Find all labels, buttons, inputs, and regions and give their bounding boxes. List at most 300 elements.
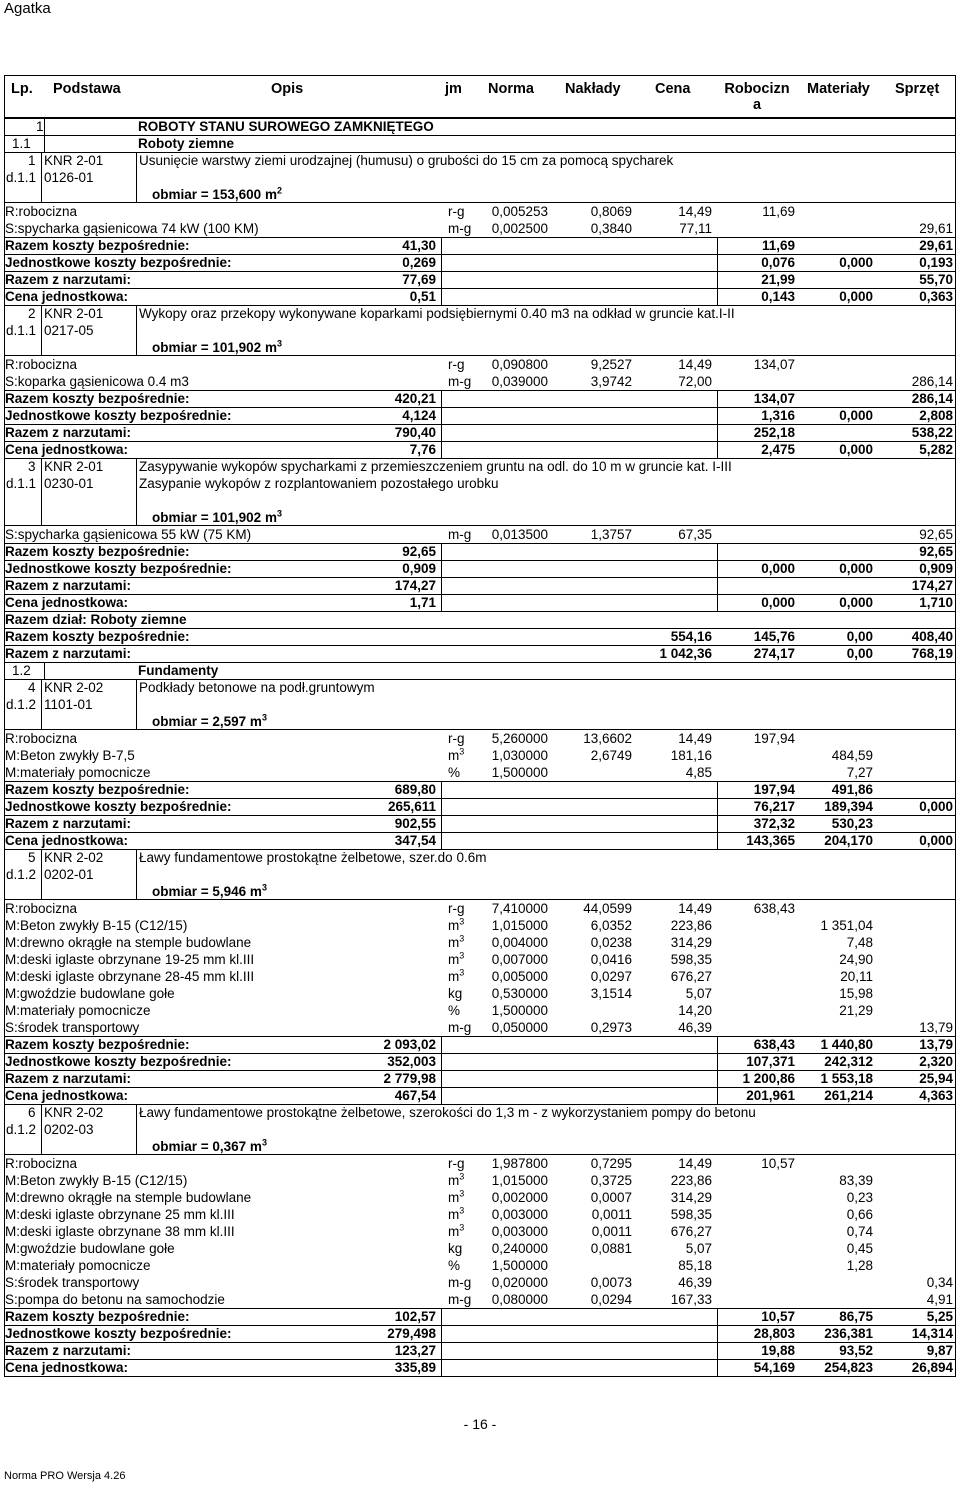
column-divider: [41, 849, 42, 900]
sum-labour: 76,217: [753, 799, 795, 814]
row-divider: [4, 424, 956, 425]
col-podstawa: Podstawa: [53, 81, 121, 97]
col-naklady: Nakłady: [565, 81, 621, 97]
resource-unit: kg: [448, 1241, 463, 1256]
row-box: [4, 1155, 956, 1309]
page-number: - 16 -: [463, 1416, 497, 1432]
sum-labour: 201,961: [746, 1088, 795, 1103]
sum-materials: 254,823: [824, 1360, 873, 1375]
resource-unit: m-g: [448, 527, 472, 542]
pos5-obmiar: obmiar = 5,946 $m^3$: [152, 882, 267, 899]
col-lp: Lp.: [11, 81, 33, 97]
pos2-basis-code: 0217-05: [44, 323, 94, 338]
sum-value: 102,57: [394, 1309, 436, 1324]
sum-labour: 11,69: [761, 238, 795, 253]
resource-materials: 15,98: [839, 986, 873, 1001]
resource-unit: $m^3$: [448, 1222, 465, 1239]
sum-equipment: 1,710: [919, 595, 953, 610]
sum-labour: 21,99: [761, 272, 795, 287]
section-title: Roboty ziemne: [138, 136, 235, 151]
sum-label: Razem z narzutami:: [5, 425, 132, 440]
sum-labour: 638,43: [753, 1037, 795, 1052]
superscript: 3: [459, 1188, 465, 1199]
resource-unit: kg: [448, 986, 463, 1001]
sum-label: Cena jednostkowa:: [5, 833, 129, 848]
resource-materials: 484,59: [831, 748, 873, 763]
row-divider: [4, 441, 956, 442]
sum-value: 1,71: [409, 595, 436, 610]
resource-norma: 0,050000: [491, 1020, 548, 1035]
sum-value: 2 093,02: [383, 1037, 436, 1052]
resource-unit: m-g: [448, 1292, 472, 1307]
sum-labour: 28,803: [753, 1326, 795, 1341]
sum-labour: 2,475: [761, 442, 795, 457]
pos6-description: Ławy fundamentowe prostokątne żelbetowe, szerokości do 1,3 m - z wykorzystaniem pompy do betonu: [139, 1105, 756, 1120]
resource-naklady: 44,0599: [583, 901, 632, 916]
row-box: [4, 730, 956, 782]
column-divider: [41, 679, 42, 730]
resource-unit: $m^3$: [448, 1188, 465, 1205]
resource-naklady: 0,7295: [590, 1156, 632, 1171]
column-divider: [136, 458, 137, 526]
sum-label: Razem koszty bezpośrednie:: [5, 544, 190, 559]
pos4-basis-code: 1101-01: [44, 697, 93, 712]
row-box: [4, 356, 956, 391]
sum-materials: 1 553,18: [820, 1071, 873, 1086]
resource-unit: $m^3$: [448, 1171, 465, 1188]
sum-value: 174,27: [394, 578, 436, 593]
resource-norma: 0,013500: [491, 527, 548, 542]
resource-equipment: 286,14: [911, 374, 953, 389]
sum-value: 347,54: [394, 833, 436, 848]
pos4-obmiar: obmiar = 2,597 $m^3$: [152, 712, 267, 729]
pos4-chapter: d.1.2: [6, 697, 37, 712]
resource-materials: 21,29: [839, 1003, 873, 1018]
row-divider: [4, 254, 956, 255]
col-robocizna: Robocizna: [724, 81, 790, 113]
resource-equipment: 13,79: [919, 1020, 953, 1035]
resource-norma: 0,004000: [491, 935, 548, 950]
sum-equipment: 0,000: [919, 833, 953, 848]
dzial-labour: 145,76: [753, 629, 795, 644]
resource-materials: 0,23: [846, 1190, 873, 1205]
resource-norma: 0,080000: [491, 1292, 548, 1307]
resource-name: M:materiały pomocnicze: [5, 1258, 151, 1273]
sum-labour: 197,94: [753, 782, 795, 797]
pos5-description: Ławy fundamentowe prostokątne żelbetowe, szer.do 0.6m: [139, 850, 487, 865]
pos6-basis: KNR 2-02: [44, 1105, 104, 1120]
sum-materials: 204,170: [824, 833, 873, 848]
row-divider: [4, 594, 956, 595]
sum-label: Jednostkowe koszty bezpośrednie:: [5, 255, 232, 270]
superscript: 3: [459, 1171, 465, 1182]
resource-norma: 0,020000: [491, 1275, 548, 1290]
sum-labour: 1 200,86: [742, 1071, 795, 1086]
resource-price: 14,20: [678, 1003, 712, 1018]
section-title: Fundamenty: [138, 663, 219, 678]
resource-name: M:Beton zwykły B-15 (C12/15): [5, 918, 188, 933]
resource-price: 46,39: [678, 1275, 712, 1290]
sum-materials: 0,000: [839, 289, 873, 304]
superscript: 2: [276, 185, 282, 196]
superscript: 3: [459, 1222, 465, 1233]
sum-equipment: 55,70: [919, 272, 953, 287]
resource-unit: %: [448, 1003, 461, 1018]
sum-equipment: 13,79: [919, 1037, 953, 1052]
resource-price: 72,00: [678, 374, 712, 389]
row-divider: [4, 815, 956, 816]
resource-equipment: 92,65: [919, 527, 953, 542]
sum-value: 92,65: [402, 544, 436, 559]
resource-materials: 0,74: [846, 1224, 873, 1239]
pos3-basis: KNR 2-01: [44, 459, 104, 474]
sum-labour: 0,000: [761, 561, 795, 576]
dzial-equipment: 768,19: [911, 646, 953, 661]
resource-name: M:deski iglaste obrzynane 28-45 mm kl.III: [5, 969, 255, 984]
sum-label: Cena jednostkowa:: [5, 289, 129, 304]
col-norma: Norma: [488, 81, 534, 97]
document-title: Agatka: [4, 0, 51, 17]
row-divider: [4, 577, 956, 578]
sum-materials: 93,52: [839, 1343, 873, 1358]
sum-label: Razem z narzutami:: [5, 816, 132, 831]
sum-label: Razem koszty bezpośrednie:: [5, 782, 190, 797]
row-box: [4, 526, 956, 544]
resource-name: M:gwoździe budowlane gołe: [5, 1241, 175, 1256]
sum-labour: 0,076: [761, 255, 795, 270]
sum-equipment: 92,65: [919, 544, 953, 559]
row-divider: [4, 1070, 956, 1071]
resource-price: 223,86: [670, 918, 712, 933]
resource-naklady: 0,0238: [590, 935, 632, 950]
resource-norma: 1,015000: [491, 918, 548, 933]
pos4-basis: KNR 2-02: [44, 680, 104, 695]
resource-naklady: 0,0294: [590, 1292, 632, 1307]
row-divider: [4, 407, 956, 408]
resource-naklady: 0,0007: [590, 1190, 632, 1205]
resource-naklady: 0,0011: [591, 1224, 632, 1239]
sum-value: 279,498: [387, 1326, 436, 1341]
superscript: 3: [459, 933, 465, 944]
column-divider: [41, 305, 42, 356]
superscript: 3: [459, 746, 465, 757]
pos3-description: Zasypywanie wykopów spycharkami z przemieszczeniem gruntu na odl. do 10 m w gruncie kat. I-III: [139, 459, 732, 474]
resource-labour: 134,07: [753, 357, 795, 372]
dzial-labour: 274,17: [753, 646, 795, 661]
resource-unit: m-g: [448, 374, 472, 389]
dzial-materials: 0,00: [846, 646, 873, 661]
sum-equipment: 286,14: [911, 391, 953, 406]
resource-price: 167,33: [670, 1292, 712, 1307]
pos2-obmiar: obmiar = 101,902 $m^3$: [152, 338, 282, 355]
dzial-materials: 0,00: [846, 629, 873, 644]
pos3-chapter: d.1.1: [6, 476, 37, 491]
resource-price: 598,35: [670, 1207, 712, 1222]
table-header: [4, 75, 956, 118]
dzial-total: 554,16: [670, 629, 712, 644]
pos1-description: Usunięcie warstwy ziemi urodzajnej (humusu) o grubości do 15 cm za pomocą spycharek: [139, 153, 674, 168]
col-opis: Opis: [271, 81, 304, 97]
sum-label: Razem z narzutami:: [5, 272, 132, 287]
superscript: 3: [261, 1137, 267, 1148]
resource-unit: $m^3$: [448, 950, 465, 967]
row-divider: [4, 798, 956, 799]
resource-norma: 0,007000: [491, 952, 548, 967]
resource-naklady: 0,0073: [590, 1275, 632, 1290]
superscript: 3: [276, 338, 282, 349]
sum-equipment: 4,363: [919, 1088, 953, 1103]
column-divider: [44, 135, 45, 153]
resource-naklady: 0,0416: [590, 952, 632, 967]
superscript: 3: [261, 882, 267, 893]
pos3-lp: 3: [28, 459, 36, 474]
resource-norma: 0,002000: [491, 1190, 548, 1205]
resource-unit: r-g: [448, 357, 465, 372]
resource-norma: 0,240000: [491, 1241, 548, 1256]
sum-materials: 0,000: [839, 561, 873, 576]
sum-label: Razem koszty bezpośrednie:: [5, 1037, 190, 1052]
resource-price: 598,35: [670, 952, 712, 967]
resource-labour: 638,43: [753, 901, 795, 916]
resource-price: 676,27: [670, 969, 712, 984]
sum-labour: 19,88: [761, 1343, 795, 1358]
sum-value: 467,54: [394, 1088, 436, 1103]
row-box: [4, 203, 956, 238]
column-divider: [41, 1104, 42, 1155]
sum-label: Jednostkowe koszty bezpośrednie:: [5, 408, 232, 423]
resource-name: R:robocizna: [5, 357, 78, 372]
sum-labour: 252,18: [753, 425, 795, 440]
resource-name: M:gwoździe budowlane gołe: [5, 986, 175, 1001]
resource-materials: 7,27: [846, 765, 873, 780]
resource-name: M:materiały pomocnicze: [5, 765, 151, 780]
superscript: 3: [459, 950, 465, 961]
resource-norma: 1,987800: [491, 1156, 548, 1171]
resource-norma: 0,003000: [491, 1224, 548, 1239]
resource-equipment: 4,91: [926, 1292, 953, 1307]
resource-norma: 0,005253: [491, 204, 548, 219]
sum-materials: 236,381: [824, 1326, 873, 1341]
resource-name: M:drewno okrągłe na stemple budowlane: [5, 1190, 252, 1205]
sum-equipment: 0,909: [919, 561, 953, 576]
resource-price: 14,49: [678, 204, 712, 219]
sum-label: Cena jednostkowa:: [5, 1360, 129, 1375]
resource-name: R:robocizna: [5, 1156, 78, 1171]
pos1-basis: KNR 2-01: [44, 153, 104, 168]
resource-name: S:spycharka gąsienicowa 74 kW (100 KM): [5, 221, 259, 236]
pos5-lp: 5: [28, 850, 36, 865]
sum-label: Jednostkowe koszty bezpośrednie:: [5, 561, 232, 576]
resource-price: 67,35: [678, 527, 712, 542]
row-box: [4, 900, 956, 1037]
pos3-basis-code: 0230-01: [44, 476, 94, 491]
column-divider: [136, 152, 137, 203]
resource-norma: 5,260000: [491, 731, 548, 746]
sum-value: 123,27: [394, 1343, 436, 1358]
resource-name: S:spycharka gąsienicowa 55 kW (75 KM): [5, 527, 252, 542]
resource-naklady: 0,3725: [590, 1173, 632, 1188]
sum-equipment: 0,193: [919, 255, 953, 270]
superscript: 3: [459, 967, 465, 978]
resource-price: 223,86: [670, 1173, 712, 1188]
resource-materials: 0,66: [846, 1207, 873, 1222]
pos3-description-2: Zasypanie wykopów z rozplantowaniem pozostałego urobku: [139, 476, 499, 491]
resource-unit: $m^3$: [448, 1205, 465, 1222]
pos2-chapter: d.1.1: [6, 323, 37, 338]
sum-materials: 1 440,80: [820, 1037, 873, 1052]
sum-value: 902,55: [394, 816, 436, 831]
sum-value: 0,269: [402, 255, 436, 270]
resource-norma: 1,030000: [491, 748, 548, 763]
resource-norma: 0,002500: [491, 221, 548, 236]
resource-unit: r-g: [448, 731, 465, 746]
superscript: 3: [459, 916, 465, 927]
row-divider: [4, 1325, 956, 1326]
section-number: 1.1: [12, 136, 31, 151]
resource-price: 5,07: [685, 986, 712, 1001]
pos4-description: Podkłady betonowe na podł.gruntowym: [139, 680, 375, 695]
resource-price: 5,07: [685, 1241, 712, 1256]
resource-materials: 20,11: [840, 969, 873, 984]
sum-equipment: 29,61: [919, 238, 953, 253]
resource-price: 14,49: [678, 901, 712, 916]
sum-label: Razem z narzutami:: [5, 1071, 132, 1086]
pos2-basis: KNR 2-01: [44, 306, 104, 321]
resource-norma: 1,500000: [491, 1258, 548, 1273]
sum-equipment: 2,808: [919, 408, 953, 423]
sum-materials: 530,23: [831, 816, 873, 831]
resource-labour: 11,69: [762, 204, 795, 219]
superscript: 3: [276, 508, 282, 519]
pos3-obmiar: obmiar = 101,902 $m^3$: [152, 508, 282, 525]
resource-name: S:koparka gąsienicowa 0.4 m3: [5, 374, 189, 389]
resource-labour: 10,57: [761, 1156, 795, 1171]
sum-equipment: 9,87: [926, 1343, 953, 1358]
resource-materials: 83,39: [839, 1173, 873, 1188]
resource-name: R:robocizna: [5, 731, 78, 746]
sum-labour: 54,169: [753, 1360, 795, 1375]
pos6-lp: 6: [28, 1105, 36, 1120]
sum-equipment: 25,94: [919, 1071, 953, 1086]
resource-price: 181,16: [670, 748, 712, 763]
resource-norma: 0,039000: [491, 374, 548, 389]
dzial-label: Razem z narzutami:: [5, 646, 132, 661]
resource-naklady: 9,2527: [590, 357, 632, 372]
resource-unit: r-g: [448, 901, 465, 916]
column-divider: [41, 458, 42, 526]
resource-price: 4,85: [685, 765, 712, 780]
sum-label: Razem koszty bezpośrednie:: [5, 1309, 190, 1324]
section-title: ROBOTY STANU SUROWEGO ZAMKNIĘTEGO: [138, 119, 434, 134]
column-divider: [136, 305, 137, 356]
column-divider: [41, 152, 42, 203]
pos6-chapter: d.1.2: [6, 1122, 37, 1137]
resource-labour: 197,94: [753, 731, 795, 746]
sum-equipment: 0,000: [919, 799, 953, 814]
superscript: 3: [459, 1205, 465, 1216]
pos5-basis: KNR 2-02: [44, 850, 104, 865]
column-divider: [136, 1104, 137, 1155]
pos5-basis-code: 0202-01: [44, 867, 94, 882]
sum-value: 2 779,98: [383, 1071, 436, 1086]
resource-name: M:deski iglaste obrzynane 25 mm kl.III: [5, 1207, 235, 1222]
sum-labour: 0,000: [761, 595, 795, 610]
resource-name: R:robocizna: [5, 204, 78, 219]
dzial-title: Razem dział: Roboty ziemne: [5, 612, 187, 627]
resource-unit: %: [448, 765, 461, 780]
sum-equipment: 5,25: [926, 1309, 953, 1324]
resource-naklady: 3,1514: [590, 986, 632, 1001]
sum-materials: 86,75: [839, 1309, 873, 1324]
row-divider: [4, 271, 956, 272]
sum-materials: 0,000: [839, 442, 873, 457]
sum-value: 352,003: [387, 1054, 436, 1069]
resource-materials: 0,45: [846, 1241, 873, 1256]
pos1-obmiar: obmiar = 153,600 $m^2$: [152, 185, 282, 202]
col-jm: jm: [445, 81, 462, 97]
sum-labour: 107,371: [746, 1054, 795, 1069]
resource-naklady: 2,6749: [590, 748, 632, 763]
row-divider: [4, 560, 956, 561]
resource-naklady: 13,6602: [583, 731, 632, 746]
resource-price: 85,18: [678, 1258, 712, 1273]
resource-price: 14,49: [678, 731, 712, 746]
sum-materials: 491,86: [831, 782, 873, 797]
software-footer: Norma PRO Wersja 4.26: [4, 1470, 126, 1482]
resource-naklady: 0,0011: [591, 1207, 632, 1222]
sum-value: 265,611: [387, 799, 436, 814]
resource-price: 14,49: [678, 357, 712, 372]
col-cena: Cena: [655, 81, 691, 97]
resource-materials: 1,28: [846, 1258, 873, 1273]
sum-equipment: 26,894: [911, 1360, 953, 1375]
resource-unit: %: [448, 1258, 461, 1273]
sum-materials: 0,000: [839, 408, 873, 423]
resource-price: 46,39: [678, 1020, 712, 1035]
sum-label: Razem koszty bezpośrednie:: [5, 391, 190, 406]
resource-unit: m-g: [448, 221, 472, 236]
sum-label: Jednostkowe koszty bezpośrednie:: [5, 1054, 232, 1069]
resource-materials: 7,48: [846, 935, 873, 950]
resource-name: S:pompa do betonu na samochodzie: [5, 1292, 225, 1307]
resource-price: 676,27: [670, 1224, 712, 1239]
sum-value: 335,89: [394, 1360, 436, 1375]
resource-norma: 1,500000: [491, 765, 548, 780]
sum-equipment: 5,282: [919, 442, 953, 457]
sum-materials: 189,394: [824, 799, 873, 814]
section-number: 1: [36, 119, 44, 134]
resource-norma: 0,090800: [491, 357, 548, 372]
sum-value: 0,51: [409, 289, 436, 304]
resource-name: M:materiały pomocnicze: [5, 1003, 151, 1018]
resource-norma: 1,500000: [491, 1003, 548, 1018]
resource-naklady: 0,2973: [590, 1020, 632, 1035]
pos6-basis-code: 0202-03: [44, 1122, 94, 1137]
sum-label: Cena jednostkowa:: [5, 595, 129, 610]
resource-name: M:deski iglaste obrzynane 38 mm kl.III: [5, 1224, 235, 1239]
sum-value: 689,80: [394, 782, 436, 797]
resource-name: R:robocizna: [5, 901, 78, 916]
sum-labour: 143,365: [746, 833, 795, 848]
col-sprzet: Sprzęt: [895, 81, 940, 97]
resource-norma: 1,015000: [491, 1173, 548, 1188]
resource-unit: r-g: [448, 1156, 465, 1171]
sum-equipment: 2,320: [919, 1054, 953, 1069]
column-divider: [136, 679, 137, 730]
resource-unit: $m^3$: [448, 746, 465, 763]
sum-value: 7,76: [409, 442, 436, 457]
row-divider: [4, 1087, 956, 1088]
